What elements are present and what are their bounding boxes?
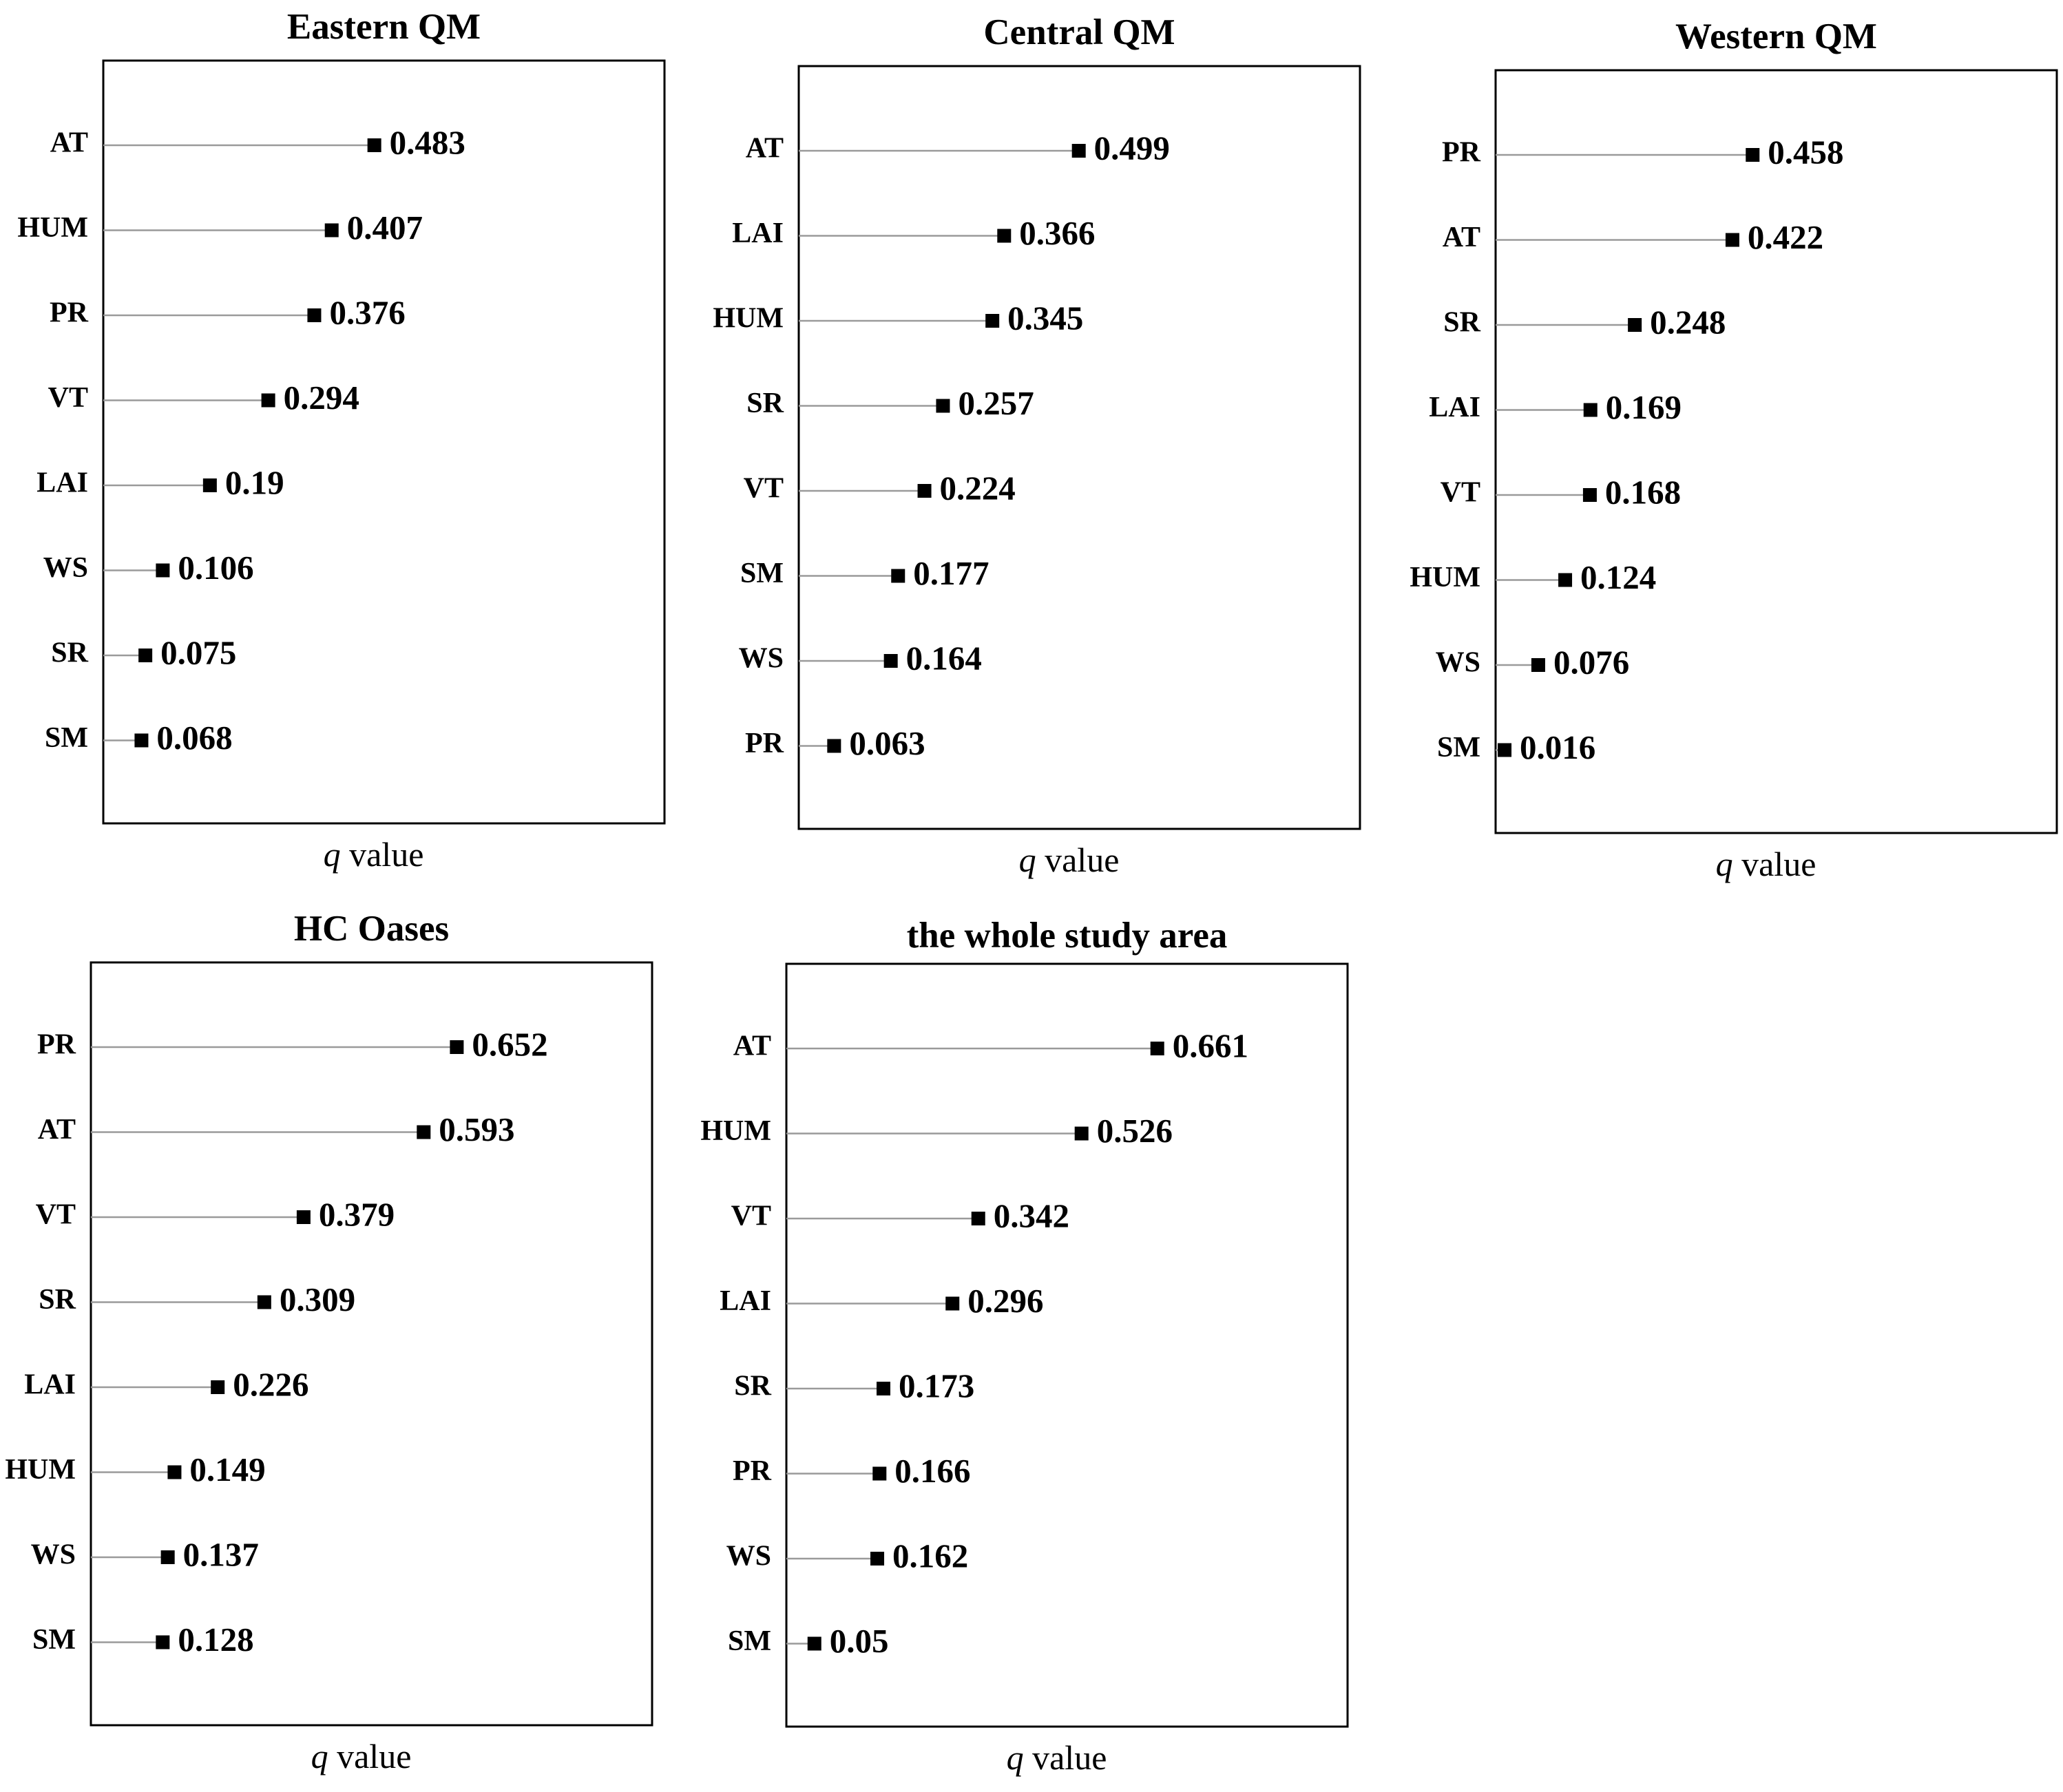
x-axis-label xyxy=(311,1737,412,1775)
value-marker xyxy=(1746,148,1759,162)
value-marker xyxy=(203,478,217,492)
panel-title: Eastern QM xyxy=(286,7,481,47)
category-label: LAI xyxy=(1429,392,1480,424)
data-label: 0.137 xyxy=(182,1535,259,1574)
category-label: WS xyxy=(738,642,784,675)
value-marker xyxy=(1726,233,1739,247)
data-label: 0.499 xyxy=(1093,129,1170,167)
category-label: AT xyxy=(50,127,88,159)
data-label: 0.652 xyxy=(472,1025,548,1064)
x-axis-label-q: q xyxy=(1018,841,1036,879)
value-marker xyxy=(997,229,1011,243)
data-label: 0.248 xyxy=(1650,303,1726,341)
data-label: 0.173 xyxy=(898,1367,975,1405)
value-marker xyxy=(985,314,999,328)
data-label: 0.458 xyxy=(1768,133,1844,171)
chart-panel xyxy=(17,7,664,874)
x-axis-label xyxy=(1716,845,1816,883)
data-label: 0.296 xyxy=(967,1281,1044,1320)
category-label: WS xyxy=(1435,646,1480,679)
category-label: AT xyxy=(745,132,784,165)
plot-frame xyxy=(91,962,652,1725)
category-label: WS xyxy=(726,1540,771,1572)
data-label: 0.226 xyxy=(233,1365,309,1404)
x-axis-label-rest: value xyxy=(340,835,424,874)
category-label: PR xyxy=(733,1455,771,1488)
data-label: 0.366 xyxy=(1019,213,1096,252)
category-label: VT xyxy=(35,1199,76,1231)
category-label: LAI xyxy=(732,218,784,250)
category-label: VT xyxy=(1440,476,1480,509)
data-label: 0.063 xyxy=(849,724,925,762)
data-label: 0.376 xyxy=(329,293,406,332)
data-label: 0.177 xyxy=(913,554,989,592)
category-label: AT xyxy=(1442,222,1480,254)
category-label: SR xyxy=(39,1284,76,1316)
data-label: 0.224 xyxy=(939,469,1016,507)
value-marker xyxy=(156,564,169,578)
value-marker xyxy=(972,1212,985,1225)
value-marker xyxy=(808,1637,821,1651)
data-label: 0.106 xyxy=(178,548,254,587)
panel-title: the whole study area xyxy=(906,916,1228,956)
value-marker xyxy=(258,1296,271,1309)
category-label: PR xyxy=(1442,136,1480,169)
x-axis-label-q: q xyxy=(311,1737,328,1775)
data-label: 0.661 xyxy=(1172,1026,1248,1065)
category-label: WS xyxy=(30,1539,76,1571)
data-label: 0.345 xyxy=(1007,299,1084,337)
value-marker xyxy=(884,654,898,668)
category-label: HUM xyxy=(17,212,88,244)
category-label: VT xyxy=(743,472,784,505)
value-marker xyxy=(161,1550,175,1564)
value-marker xyxy=(1151,1042,1164,1055)
category-label: SM xyxy=(45,722,88,755)
data-label: 0.407 xyxy=(346,208,423,246)
plot-frame xyxy=(103,61,664,823)
value-marker xyxy=(1531,658,1545,672)
category-label: SR xyxy=(1443,306,1480,339)
panel-title: Western QM xyxy=(1675,17,1877,56)
chart-panel xyxy=(5,909,652,1775)
data-label: 0.162 xyxy=(892,1537,969,1575)
x-axis-label-rest: value xyxy=(1732,845,1816,883)
value-marker xyxy=(877,1382,890,1395)
category-label: HUM xyxy=(1410,562,1480,594)
value-marker xyxy=(325,224,339,238)
category-label: SM xyxy=(740,558,784,590)
chart-panel xyxy=(1410,17,2057,883)
value-marker xyxy=(307,308,321,322)
value-marker xyxy=(1628,318,1642,332)
value-marker xyxy=(1584,403,1598,417)
data-label: 0.124 xyxy=(1580,558,1657,596)
value-marker xyxy=(872,1467,886,1481)
value-marker xyxy=(138,649,152,662)
category-label: LAI xyxy=(36,467,88,499)
panel-title: Central QM xyxy=(983,12,1175,52)
value-marker xyxy=(1498,744,1511,757)
x-axis-label-rest: value xyxy=(1023,1738,1107,1777)
value-marker xyxy=(891,569,905,583)
chart-panel xyxy=(713,12,1360,879)
data-label: 0.342 xyxy=(993,1197,1069,1235)
plot-frame xyxy=(799,66,1360,829)
category-label: LAI xyxy=(24,1369,76,1401)
x-axis-label-rest: value xyxy=(328,1737,412,1775)
category-label: LAI xyxy=(720,1285,771,1318)
x-axis-label xyxy=(324,835,424,874)
category-label: AT xyxy=(733,1030,771,1062)
x-axis-label-q: q xyxy=(1006,1738,1024,1777)
data-label: 0.016 xyxy=(1520,728,1596,766)
category-label: HUM xyxy=(5,1454,76,1486)
data-label: 0.128 xyxy=(178,1620,254,1658)
category-label: AT xyxy=(37,1114,76,1146)
value-marker xyxy=(1583,488,1597,502)
data-label: 0.076 xyxy=(1553,643,1630,682)
value-marker xyxy=(368,138,381,152)
x-axis-label-rest: value xyxy=(1036,841,1120,879)
category-label: SM xyxy=(1437,732,1480,764)
data-label: 0.168 xyxy=(1604,473,1682,512)
value-marker xyxy=(827,739,841,753)
value-marker xyxy=(167,1466,181,1479)
data-label: 0.483 xyxy=(389,123,465,162)
value-marker xyxy=(918,484,932,498)
value-marker xyxy=(134,734,148,748)
x-axis-label xyxy=(1007,1738,1107,1777)
category-label: WS xyxy=(43,552,88,584)
data-label: 0.149 xyxy=(189,1450,266,1488)
category-label: PR xyxy=(50,297,88,329)
category-label: SR xyxy=(746,388,784,420)
plot-frame xyxy=(786,964,1348,1727)
data-label: 0.593 xyxy=(439,1110,515,1148)
category-label: HUM xyxy=(713,302,784,335)
data-label: 0.164 xyxy=(905,639,982,677)
data-label: 0.19 xyxy=(224,463,284,502)
data-label: 0.309 xyxy=(279,1280,356,1318)
data-label: 0.068 xyxy=(156,718,233,757)
category-label: SR xyxy=(734,1370,771,1402)
category-label: VT xyxy=(48,382,88,414)
value-marker xyxy=(450,1040,463,1054)
value-marker xyxy=(1072,144,1086,158)
category-label: PR xyxy=(37,1029,76,1061)
data-label: 0.05 xyxy=(829,1621,889,1660)
data-label: 0.379 xyxy=(318,1195,395,1234)
value-marker xyxy=(945,1297,959,1311)
plot-frame xyxy=(1496,70,2057,833)
category-label: SM xyxy=(32,1624,76,1656)
data-label: 0.257 xyxy=(958,383,1034,422)
category-label: PR xyxy=(745,728,784,760)
value-marker xyxy=(417,1126,430,1139)
x-axis-label xyxy=(1019,841,1120,879)
panel-title: HC Oases xyxy=(293,909,450,949)
data-label: 0.526 xyxy=(1096,1111,1173,1150)
value-marker xyxy=(936,399,950,413)
data-label: 0.169 xyxy=(1605,388,1682,426)
category-label: SR xyxy=(51,637,88,669)
value-marker xyxy=(870,1552,884,1566)
value-marker xyxy=(211,1380,224,1394)
value-marker xyxy=(156,1636,169,1649)
data-label: 0.166 xyxy=(894,1451,971,1490)
chart-panel xyxy=(700,916,1348,1777)
value-marker xyxy=(1558,573,1572,587)
category-label: HUM xyxy=(700,1115,771,1148)
x-axis-label-q: q xyxy=(323,835,341,874)
data-label: 0.075 xyxy=(160,633,237,672)
category-label: SM xyxy=(728,1625,771,1658)
data-label: 0.294 xyxy=(283,378,359,417)
value-marker xyxy=(1075,1127,1089,1141)
x-axis-label-q: q xyxy=(1715,845,1733,883)
value-marker xyxy=(297,1210,311,1224)
category-label: VT xyxy=(731,1200,771,1232)
value-marker xyxy=(262,394,275,408)
data-label: 0.422 xyxy=(1747,218,1824,256)
